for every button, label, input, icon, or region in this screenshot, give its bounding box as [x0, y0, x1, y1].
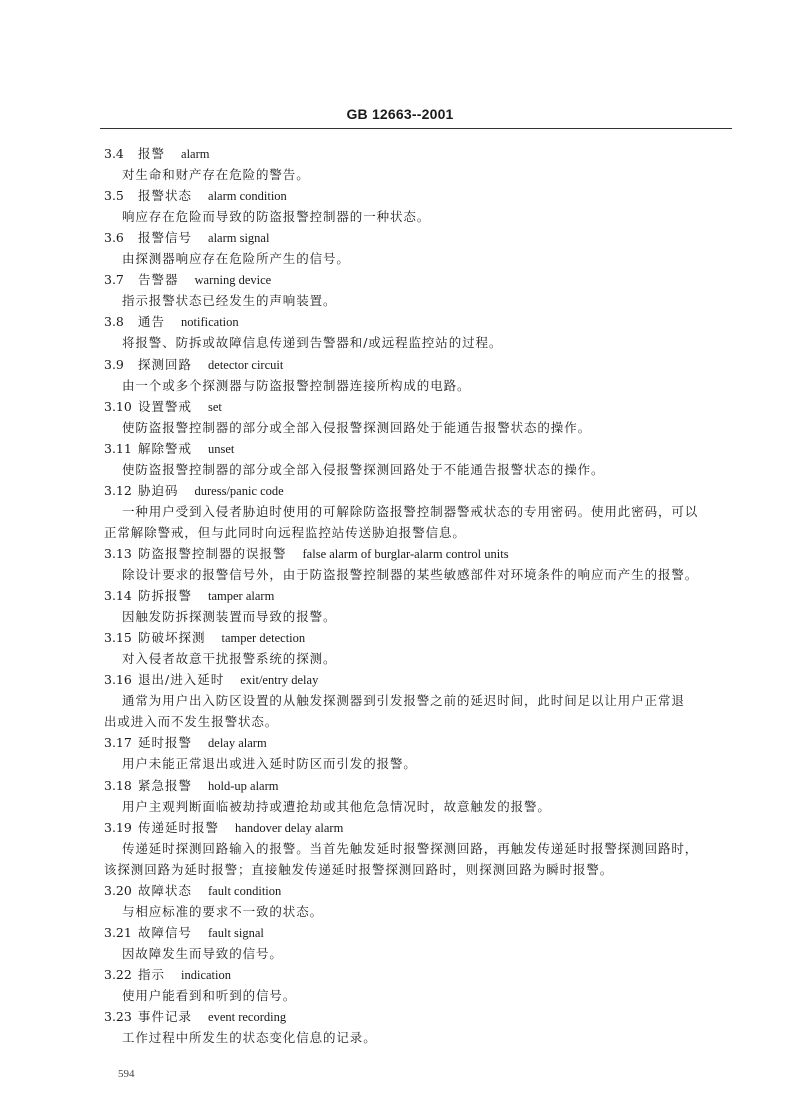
term-heading	[104, 735, 267, 751]
term-number: 3.12	[104, 482, 132, 498]
term-heading	[104, 272, 271, 288]
term-english: warning device	[194, 273, 272, 288]
term-heading	[104, 967, 231, 983]
term-definition: 一种用户受到入侵者胁迫时使用的可解除防盗报警控制器警戒状态的专用密码。使用此密码，可以	[122, 503, 699, 519]
term-chinese: 事件记录	[138, 1009, 193, 1025]
term-definition: 用户未能正常退出或进入延时防区而引发的报警。	[122, 756, 417, 772]
term-chinese: 防拆报警	[138, 588, 193, 604]
term-number: 3.10	[104, 398, 132, 414]
term-definition: 使用户能看到和听到的信号。	[122, 988, 297, 1003]
term-number: 3.5	[104, 188, 124, 204]
term-definition: 传递延时探测回路输入的报警。当首先触发延时报警探测回路，再触发传递延时报警探测回路时，	[122, 840, 699, 856]
term-number: 3.16	[104, 672, 132, 688]
term-heading	[104, 314, 239, 330]
term-chinese: 解除警戒	[138, 440, 193, 456]
term-definition: 使防盗报警控制器的部分或全部入侵报警探测回路处于能通告报警状态的操作。	[122, 419, 592, 435]
term-chinese: 报警状态	[138, 188, 193, 204]
term-number: 3.6	[104, 230, 124, 246]
term-english: alarm signal	[208, 231, 270, 246]
term-english: delay alarm	[208, 736, 267, 751]
term-number: 3.21	[104, 924, 132, 940]
term-definition: 响应存在危险而导致的防盗报警控制器的一种状态。	[122, 209, 431, 225]
term-definition: 工作过程中所发生的状态变化信息的记录。	[122, 1030, 377, 1046]
term-definition: 由一个或多个探测器与防盗报警控制器连接所构成的电路。	[122, 377, 471, 393]
term-chinese: 防盗报警控制器的误报警	[138, 545, 287, 561]
term-english: tamper detection	[221, 631, 306, 646]
term-definition: 除设计要求的报警信号外，由于防盗报警控制器的某些敏感部件对环境条件的响应而产生的报警。	[122, 567, 699, 582]
term-chinese: 设置警戒	[138, 398, 193, 414]
term-definition: 将报警、防拆或故障信息传递到告警器和/或远程监控站的过程。	[122, 335, 503, 351]
term-english: alarm	[181, 147, 210, 161]
term-english: indication	[181, 967, 232, 982]
term-number: 3.22	[104, 966, 132, 982]
term-definition: 因触发防拆探测装置而导致的报警。	[122, 609, 337, 625]
term-english: hold-up alarm	[208, 778, 279, 793]
term-heading	[104, 883, 281, 899]
term-chinese: 探测回路	[138, 356, 193, 372]
term-english: unset	[208, 441, 235, 456]
term-number: 3.15	[104, 630, 132, 646]
term-chinese: 故障状态	[138, 882, 193, 898]
term-heading	[104, 483, 284, 499]
term-number: 3.23	[104, 1009, 132, 1025]
term-number: 3.4	[104, 146, 124, 161]
term-english: event recording	[208, 1010, 287, 1025]
term-english: fault signal	[208, 925, 264, 940]
term-number: 3.7	[104, 272, 124, 288]
term-heading	[104, 1009, 286, 1025]
term-heading	[104, 778, 278, 794]
header-divider	[100, 128, 732, 129]
term-english: alarm condition	[208, 189, 287, 204]
term-heading	[104, 630, 305, 646]
term-definition: 对生命和财产存在危险的警告。	[122, 167, 310, 183]
term-heading	[104, 230, 269, 246]
term-english: false alarm of burglar-alarm control units	[302, 546, 509, 561]
term-number: 3.20	[104, 882, 132, 898]
term-heading	[104, 188, 287, 204]
term-chinese: 防破坏探测	[138, 630, 206, 646]
term-definition-continued: 出或进入而不发生报警状态。	[104, 714, 279, 730]
term-number: 3.8	[104, 314, 124, 330]
term-number: 3.18	[104, 777, 132, 793]
term-english: handover delay alarm	[235, 820, 344, 835]
term-definition: 因故障发生而导致的信号。	[122, 945, 283, 961]
term-definition-continued: 正常解除警戒，但与此同时向远程监控站传送胁迫报警信息。	[104, 524, 466, 540]
term-heading	[104, 820, 343, 836]
term-chinese: 紧急报警	[138, 777, 193, 793]
page-header-standard-code: GB 12663--2001	[346, 106, 454, 122]
term-chinese: 传递延时报警	[138, 819, 220, 835]
term-english: notification	[181, 315, 239, 330]
term-heading	[104, 441, 234, 457]
term-chinese: 报警	[138, 146, 166, 161]
term-chinese: 延时报警	[138, 735, 193, 751]
term-number: 3.17	[104, 735, 132, 751]
term-definition: 对入侵者故意干扰报警系统的探测。	[122, 651, 337, 667]
term-english: tamper alarm	[208, 589, 275, 604]
term-heading	[104, 588, 274, 604]
term-heading	[104, 399, 222, 415]
term-definition: 用户主观判断面临被劫持或遭抢劫或其他危急情况时，故意触发的报警。	[122, 798, 551, 814]
term-english: set	[208, 399, 222, 414]
term-chinese: 胁迫码	[138, 482, 179, 498]
term-chinese: 指示	[138, 966, 166, 982]
term-definition-continued: 该探测回路为延时报警；直接触发传递延时报警探测回路时，则探测回路为瞬时报警。	[104, 861, 614, 877]
term-chinese: 告警器	[138, 272, 179, 288]
term-number: 3.14	[104, 588, 132, 604]
term-heading	[104, 925, 264, 941]
term-english: detector circuit	[208, 357, 284, 372]
page-number: 594	[118, 1068, 135, 1080]
term-definition: 由探测器响应存在危险所产生的信号。	[122, 251, 350, 267]
term-definition: 指示报警状态已经发生的声响装置。	[122, 293, 337, 309]
term-heading	[104, 146, 209, 162]
term-english: duress/panic code	[194, 483, 284, 498]
term-chinese: 退出/进入延时	[138, 672, 225, 688]
term-number: 3.9	[104, 356, 124, 372]
term-number: 3.11	[104, 440, 132, 456]
term-heading	[104, 357, 283, 373]
term-number: 3.13	[104, 545, 132, 561]
term-chinese: 故障信号	[138, 924, 193, 940]
term-english: fault condition	[208, 883, 282, 898]
term-chinese: 报警信号	[138, 230, 193, 246]
term-definition: 通常为用户出入防区设置的从触发探测器到引发报警之前的延迟时间，此时间足以让用户正常退	[122, 693, 685, 709]
term-definition: 与相应标准的要求不一致的状态。	[122, 903, 324, 919]
term-heading	[104, 672, 318, 688]
term-heading	[104, 546, 509, 562]
term-english: exit/entry delay	[240, 673, 319, 688]
term-number: 3.19	[104, 819, 132, 835]
term-definition: 使防盗报警控制器的部分或全部入侵报警探测回路处于不能通告报警状态的操作。	[122, 461, 605, 477]
term-chinese: 通告	[138, 314, 166, 330]
